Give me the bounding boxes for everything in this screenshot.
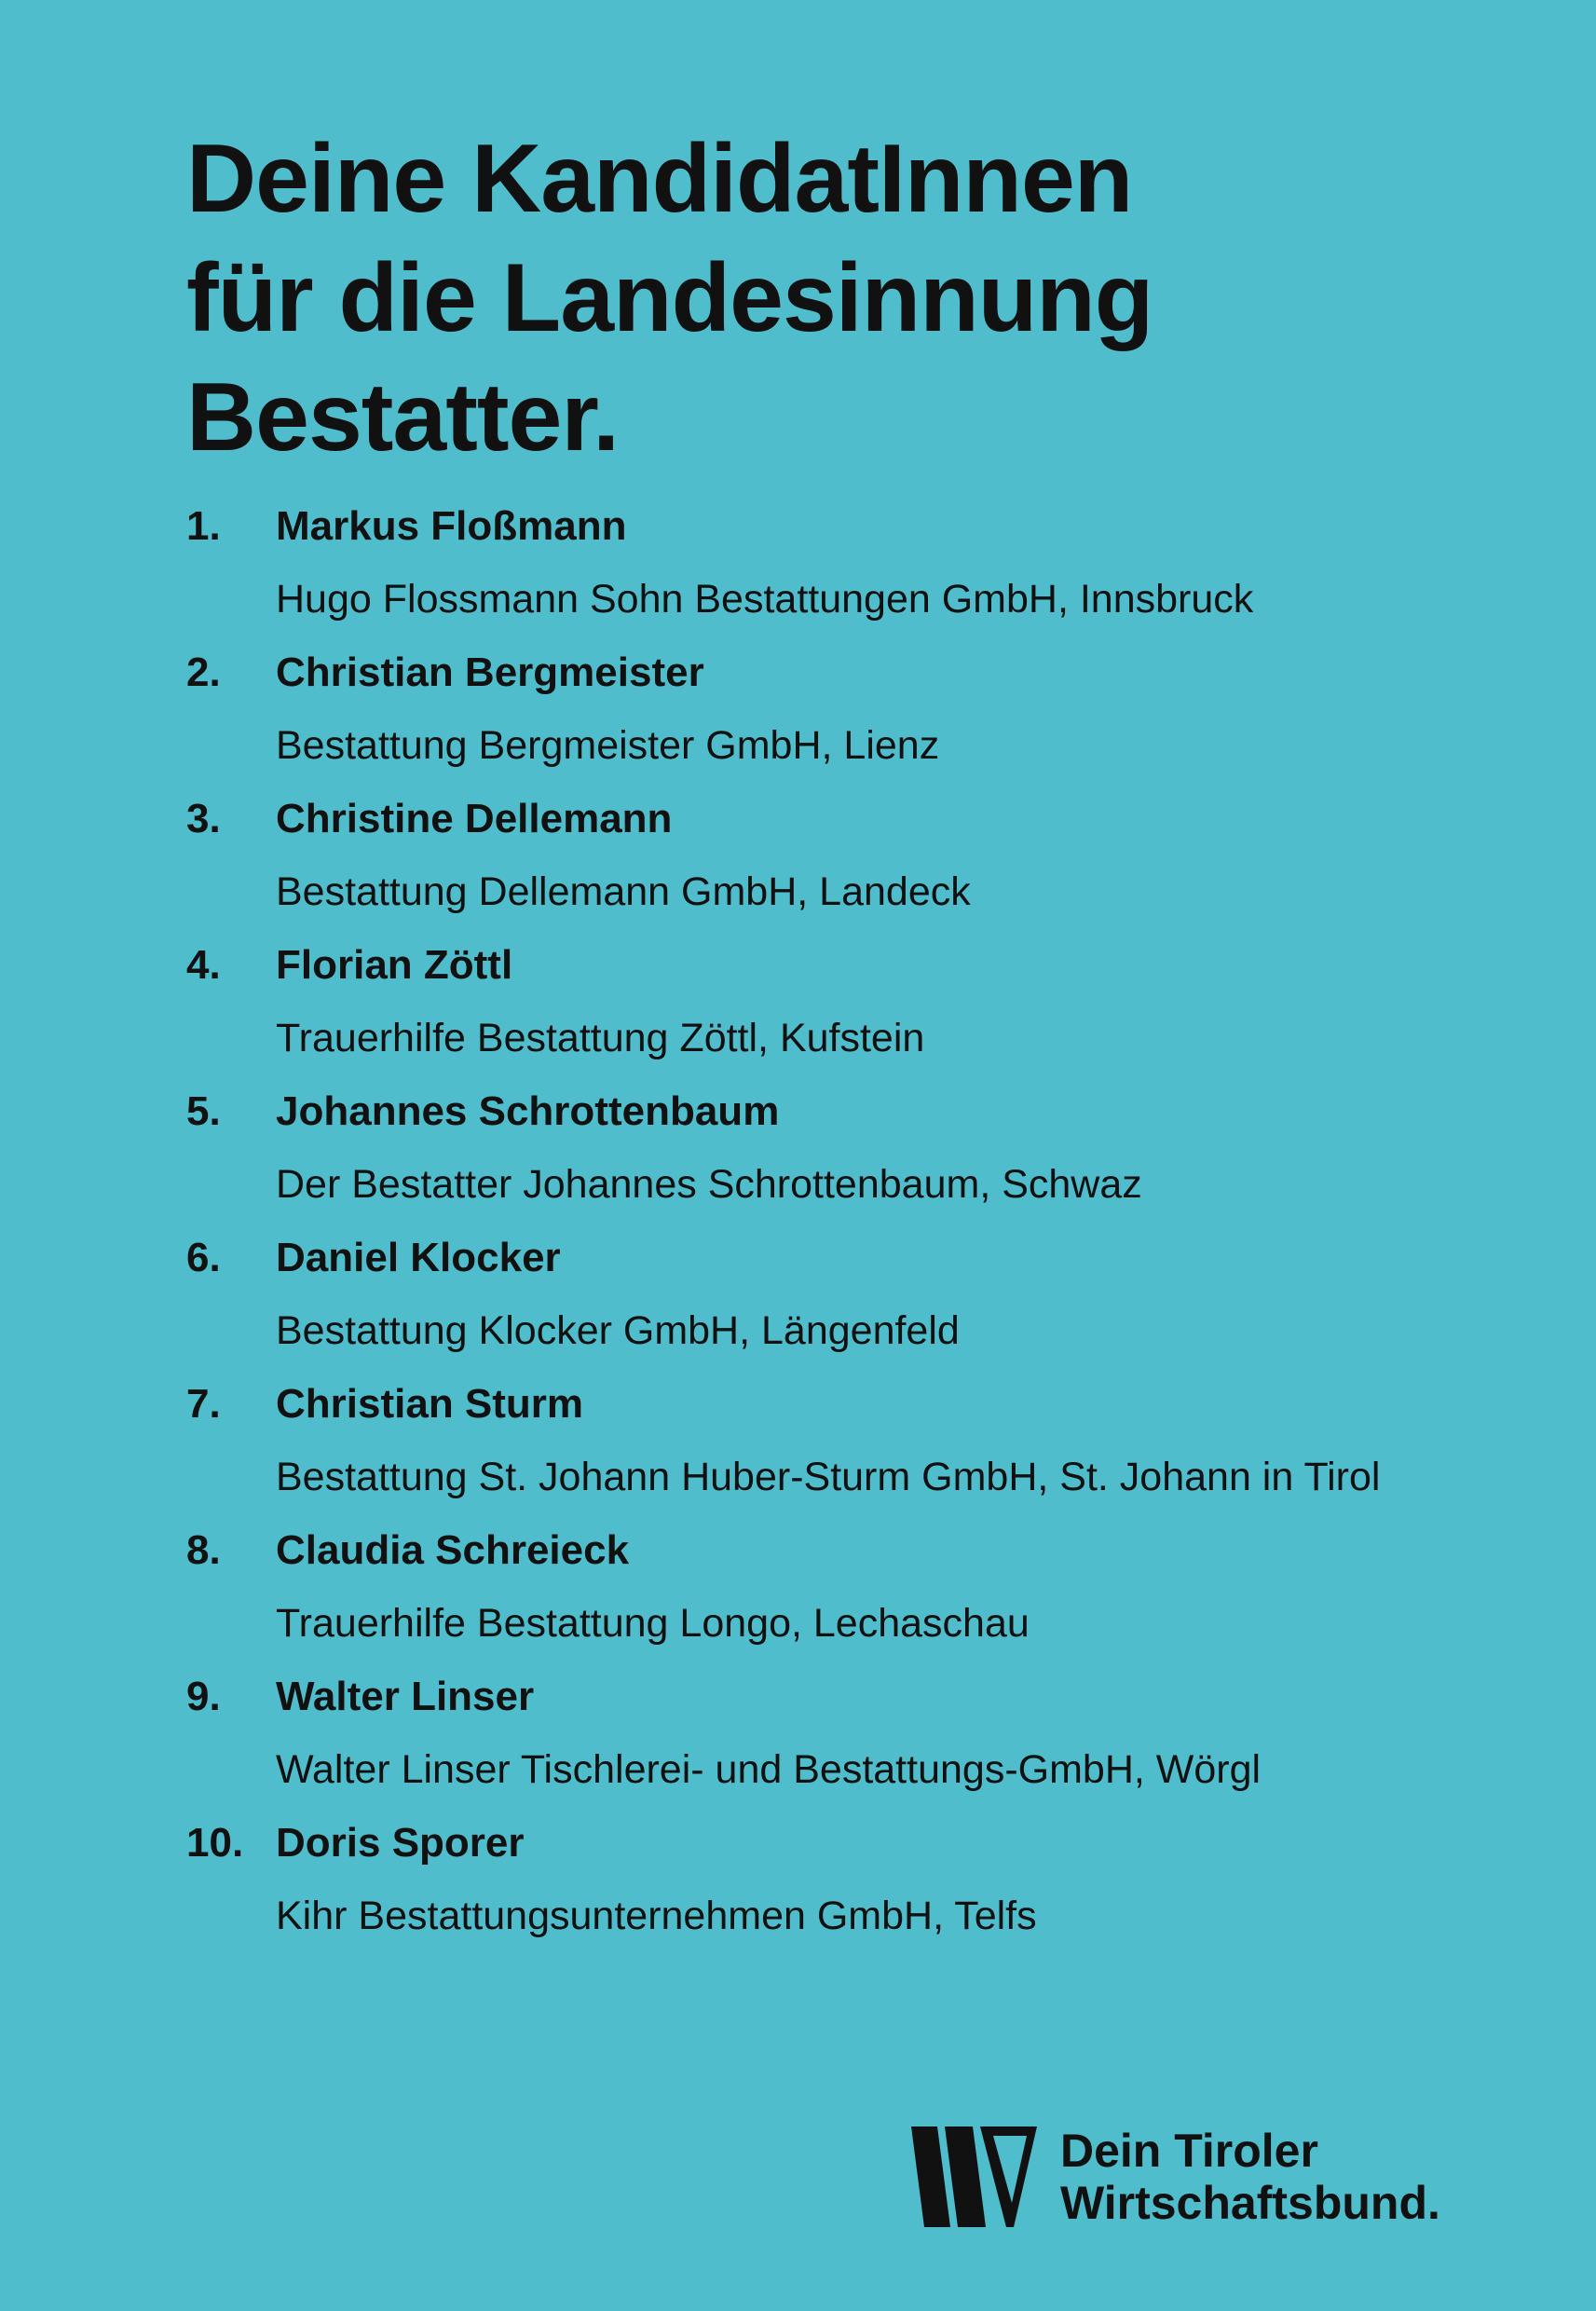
candidate-company: Bestattung Bergmeister GmbH, Lienz [276, 723, 940, 768]
candidate-company: Walter Linser Tischlerei- und Bestattungs-GmbH, Wörgl [276, 1747, 1262, 1792]
candidate-company: Bestattung St. Johann Huber-Sturm GmbH, St. Johann in Tirol [276, 1455, 1381, 1499]
candidate-company: Hugo Flossmann Sohn Bestattungen GmbH, Innsbruck [276, 577, 1254, 622]
wirtschaftsbund-w-logo-icon [911, 2126, 1037, 2229]
candidate-list [186, 494, 1537, 1957]
candidate-number: 8. [186, 1527, 221, 1573]
list-item [186, 494, 1537, 640]
title-line-2: für die Landesinnung [186, 244, 1153, 352]
candidate-number: 6. [186, 1235, 221, 1280]
list-item [186, 1518, 1537, 1664]
list-item [186, 1664, 1537, 1811]
candidate-company: Bestattung Klocker GmbH, Längenfeld [276, 1308, 960, 1353]
candidate-name: Christian Bergmeister [276, 650, 704, 695]
list-item [186, 1372, 1537, 1518]
page-title [186, 119, 1491, 477]
wirtschaftsbund-logo [911, 2121, 1517, 2233]
candidate-name: Florian Zöttl [276, 942, 513, 988]
candidate-company: Bestattung Dellemann GmbH, Landeck [276, 869, 971, 914]
candidate-company: Der Bestatter Johannes Schrottenbaum, Schwaz [276, 1162, 1142, 1207]
title-line-3: Bestatter. [186, 363, 619, 472]
list-item [186, 1811, 1537, 1957]
candidate-number: 3. [186, 796, 221, 841]
list-item [186, 933, 1537, 1079]
candidate-name: Claudia Schreieck [276, 1527, 630, 1573]
candidate-name: Christine Dellemann [276, 796, 673, 841]
candidate-number: 10. [186, 1820, 244, 1866]
candidate-company: Trauerhilfe Bestattung Zöttl, Kufstein [276, 1016, 925, 1060]
candidate-company: Trauerhilfe Bestattung Longo, Lechaschau [276, 1601, 1030, 1646]
candidate-name: Walter Linser [276, 1674, 535, 1719]
candidate-number: 1. [186, 503, 221, 549]
candidate-number: 9. [186, 1674, 221, 1719]
candidate-number: 2. [186, 650, 221, 695]
list-item [186, 640, 1537, 786]
candidate-name: Christian Sturm [276, 1381, 584, 1427]
candidate-number: 5. [186, 1088, 221, 1134]
candidate-name: Doris Sporer [276, 1820, 525, 1866]
logo-line-2: Wirtschaftsbund. [1060, 2177, 1440, 2229]
list-item [186, 1079, 1537, 1225]
title-line-1: Deine KandidatInnen [186, 125, 1133, 233]
candidate-number: 7. [186, 1381, 221, 1427]
logo-line-1: Dein Tiroler [1060, 2125, 1318, 2177]
candidate-name: Daniel Klocker [276, 1235, 561, 1280]
candidate-number: 4. [186, 942, 221, 988]
logo-wordmark [1060, 2125, 1440, 2229]
candidate-name: Markus Floßmann [276, 503, 627, 549]
candidate-company: Kihr Bestattungsunternehmen GmbH, Telfs [276, 1894, 1037, 1938]
list-item [186, 1225, 1537, 1372]
list-item [186, 786, 1537, 933]
candidate-name: Johannes Schrottenbaum [276, 1088, 780, 1134]
